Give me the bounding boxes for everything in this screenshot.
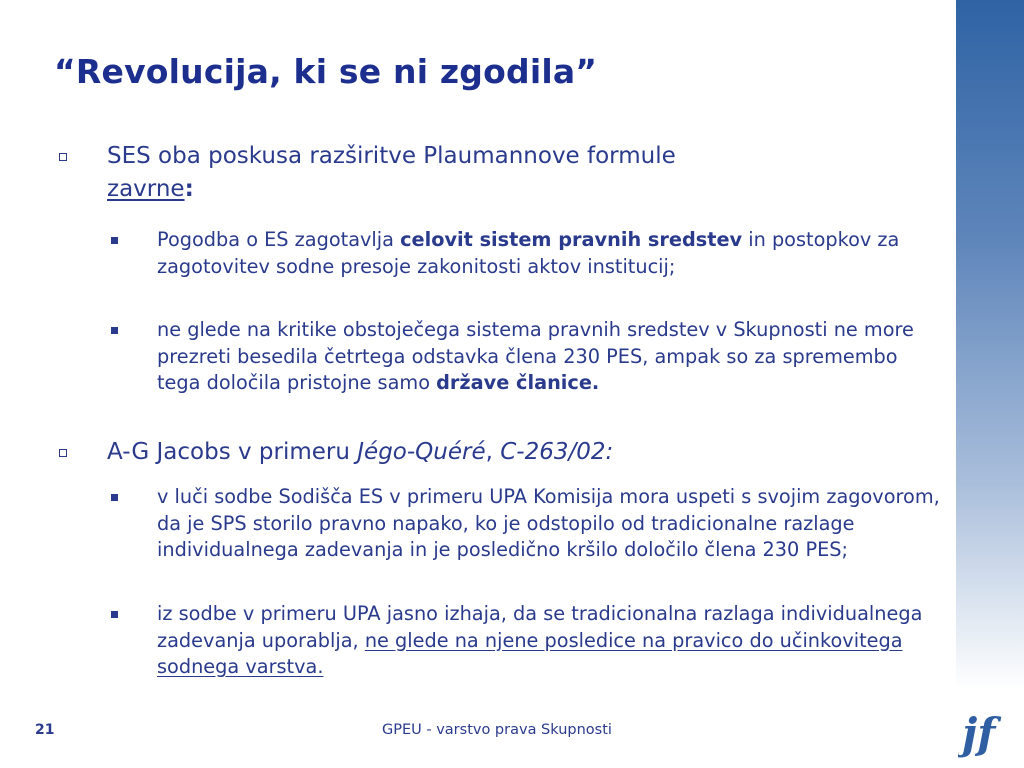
filled-square-bullet-icon xyxy=(111,327,118,334)
logo-text: jf xyxy=(962,709,996,758)
bullet-2-sub-1 xyxy=(157,484,947,564)
filled-square-bullet-icon xyxy=(111,494,118,501)
hollow-square-bullet-icon xyxy=(59,449,67,457)
bullet-1 xyxy=(107,140,867,206)
sub-1-bold: celovit sistem pravnih sredstev xyxy=(400,228,743,251)
sub-4-pre: iz sodbe v primeru UPA jasno izhaja, da se tradicionalna razlaga individualnega zadevanja uporablja, xyxy=(157,602,923,652)
bullet-2-pre: A-G Jacobs v primeru xyxy=(107,439,358,465)
hollow-square-bullet-icon xyxy=(59,153,67,161)
sub-2-pre: ne glede na kritike obstoječega sistema pravnih sredstev v Skupnosti ne more prezreti besedila četrtega odstavka člena 230 PES, ampak so za spremembo tega določila pristojne samo xyxy=(157,318,914,394)
footer-text: GPEU - varstvo prava Skupnosti xyxy=(382,722,612,738)
filled-square-bullet-icon xyxy=(111,237,118,244)
sub-4-underlined: ne glede na njene posledice na pravico do učinkovitega sodnega varstva. xyxy=(157,628,903,678)
bullet-2-case-number: C-263/02: xyxy=(500,439,614,465)
bullet-2-case-name: Jégo-Quéré xyxy=(357,439,486,465)
bullet-1-text: SES oba poskusa razširitve Plaumannove formule xyxy=(107,143,676,169)
jf-logo-icon xyxy=(958,708,1016,758)
sub-1-post: in postopkov za zagotovitev sodne presoje zakonitosti aktov institucij; xyxy=(157,228,900,278)
bullet-2-sub-2 xyxy=(157,601,947,681)
bullet-1-sub-2 xyxy=(157,317,932,397)
page-number: 21 xyxy=(35,722,55,738)
bullet-1-colon: : xyxy=(184,176,194,202)
filled-square-bullet-icon xyxy=(111,611,118,618)
bullet-1-sub-1 xyxy=(157,227,947,280)
sub-1-pre: Pogodba o ES zagotavlja xyxy=(157,228,401,251)
bullet-2 xyxy=(107,436,867,469)
sub-2-bold: države članice. xyxy=(436,371,600,394)
bullet-1-underlined: zavrne xyxy=(107,176,185,202)
sub-3-text: v luči sodbe Sodišča ES v primeru UPA Komisija mora uspeti s svojim zagovorom, da je SPS storilo pravno napako, ko je odstopilo od tradicionalne razlage individualnega zadevanja in je posledično kršilo določilo člena 230 PES; xyxy=(157,485,940,561)
bullet-2-sep: , xyxy=(485,439,501,465)
decorative-side-band xyxy=(956,0,1024,690)
slide-title: “Revolucija, ki se ni zgodila” xyxy=(54,52,598,91)
